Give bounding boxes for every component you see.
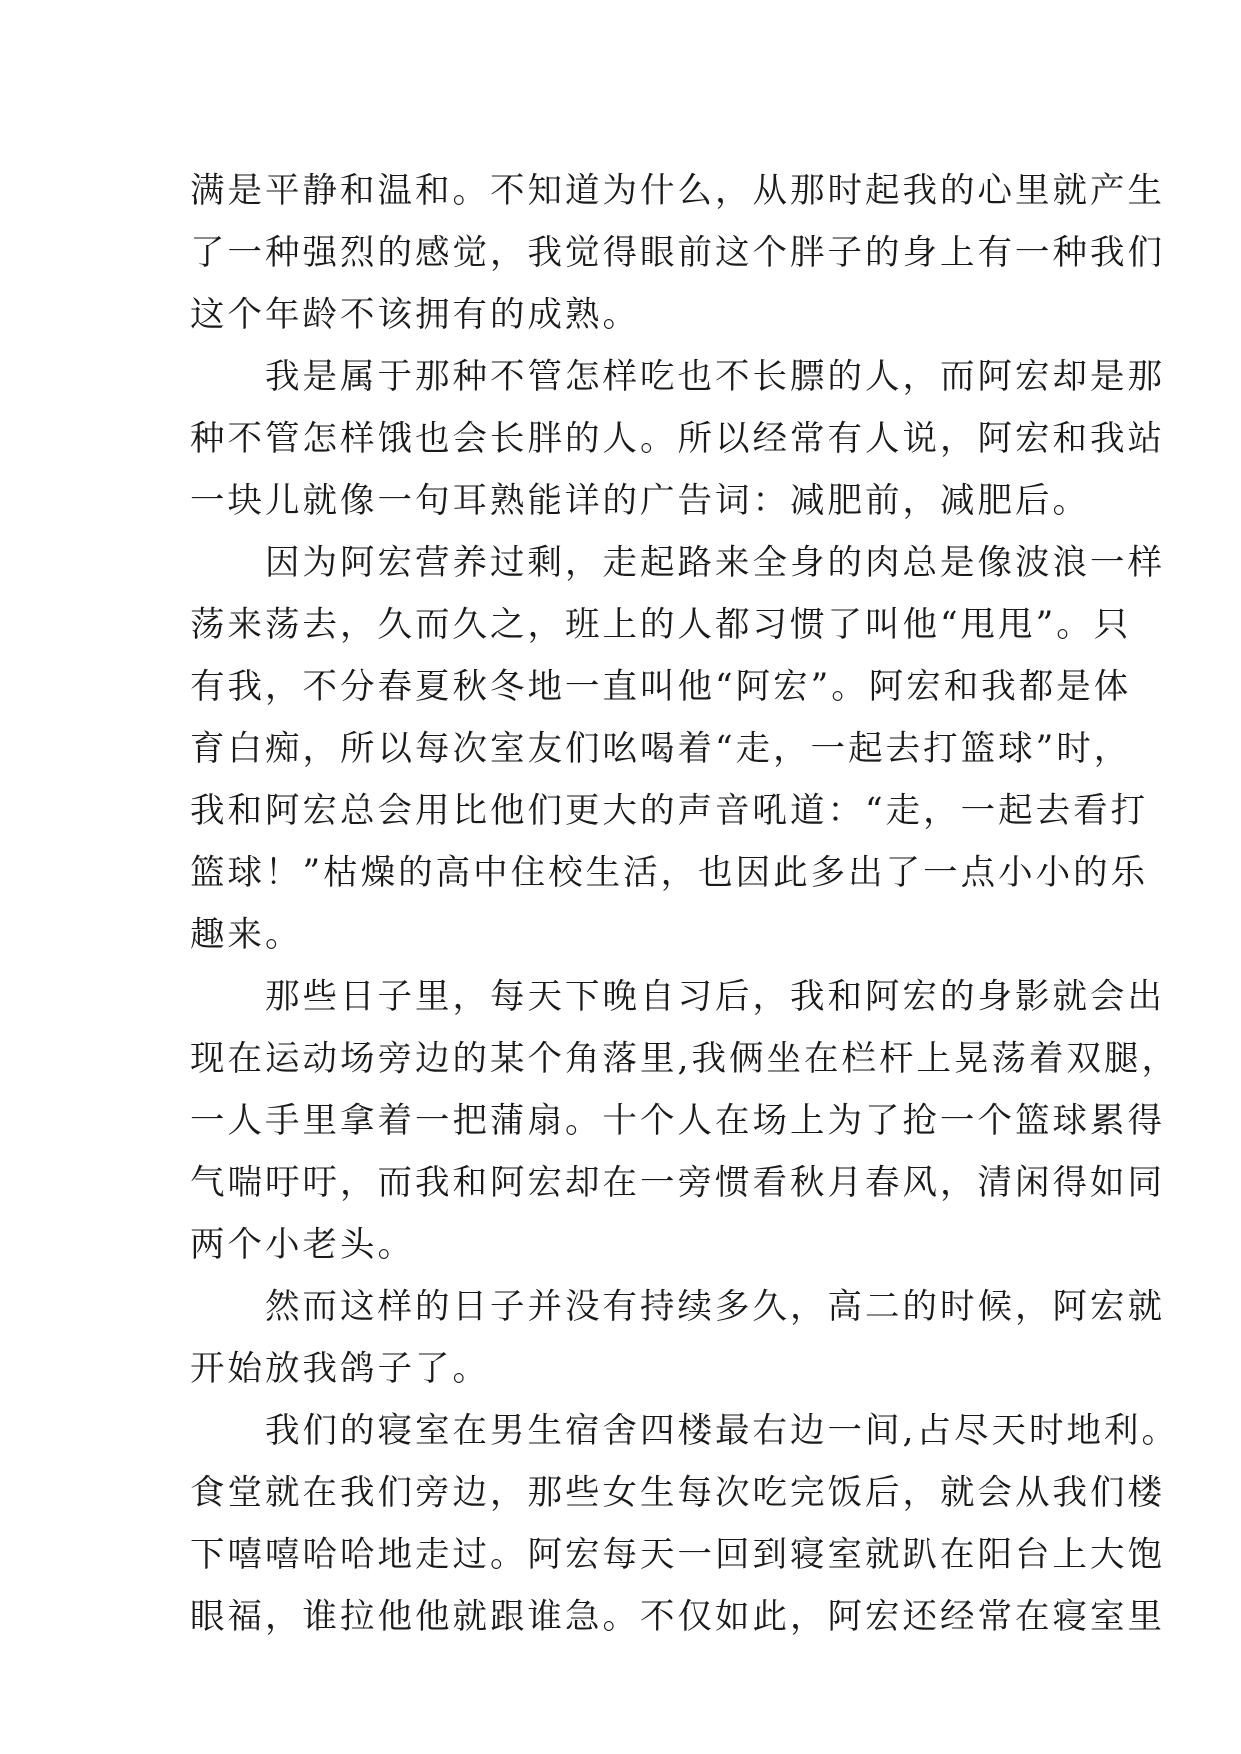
text-line: 然而这样的日子并没有持续多久，高二的时候，阿宏就 (190, 1287, 1165, 1327)
text-line: 我们的寝室在男生宿舍四楼最右边一间,占尽天时地利。 (190, 1411, 1179, 1451)
text-line: 我是属于那种不管怎样吃也不长膘的人，而阿宏却是那 (190, 357, 1165, 397)
text-line: 育白痴，所以每次室友们吆喝着“走，一起去打篮球”时， (190, 729, 1132, 769)
text-line: 开始放我鸽子了。 (190, 1349, 490, 1389)
text-line: 气喘吁吁，而我和阿宏却在一旁惯看秋月春风，清闲得如同 (190, 1163, 1165, 1203)
text-line: 那些日子里，每天下晚自习后，我和阿宏的身影就会出 (190, 977, 1165, 1017)
text-line: 一块儿就像一句耳熟能详的广告词：减肥前，减肥后。 (190, 481, 1090, 521)
text-line: 下嘻嘻哈哈地走过。阿宏每天一回到寝室就趴在阳台上大饱 (190, 1535, 1165, 1575)
text-line: 了一种强烈的感觉，我觉得眼前这个胖子的身上有一种我们 (190, 233, 1165, 273)
text-line: 有我，不分春夏秋冬地一直叫他“阿宏”。阿宏和我都是体 (190, 667, 1132, 707)
text-line: 两个小老头。 (190, 1225, 415, 1265)
text-line: 趣来。 (190, 915, 303, 955)
text-line: 食堂就在我们旁边，那些女生每次吃完饭后，就会从我们楼 (190, 1473, 1165, 1513)
text-line: 种不管怎样饿也会长胖的人。所以经常有人说，阿宏和我站 (190, 419, 1165, 459)
body-text (190, 160, 1179, 1648)
text-line: 眼福，谁拉他他就跟谁急。不仅如此，阿宏还经常在寝室里 (190, 1597, 1165, 1637)
text-line: 这个年龄不该拥有的成熟。 (190, 295, 640, 335)
text-line: 因为阿宏营养过剩，走起路来全身的肉总是像波浪一样 (190, 543, 1165, 583)
text-line: 现在运动场旁边的某个角落里,我俩坐在栏杆上晃荡着双腿， (190, 1039, 1179, 1079)
text-line: 荡来荡去，久而久之，班上的人都习惯了叫他“甩甩”。只 (190, 605, 1132, 645)
text-line: 篮球！”枯燥的高中住校生活，也因此多出了一点小小的乐 (190, 853, 1149, 893)
text-line: 我和阿宏总会用比他们更大的声音吼道：“走，一起去看打 (190, 791, 1149, 831)
text-line: 一人手里拿着一把蒲扇。十个人在场上为了抢一个篮球累得 (190, 1101, 1165, 1141)
text-line: 满是平静和温和。不知道为什么，从那时起我的心里就产生 (190, 171, 1165, 211)
